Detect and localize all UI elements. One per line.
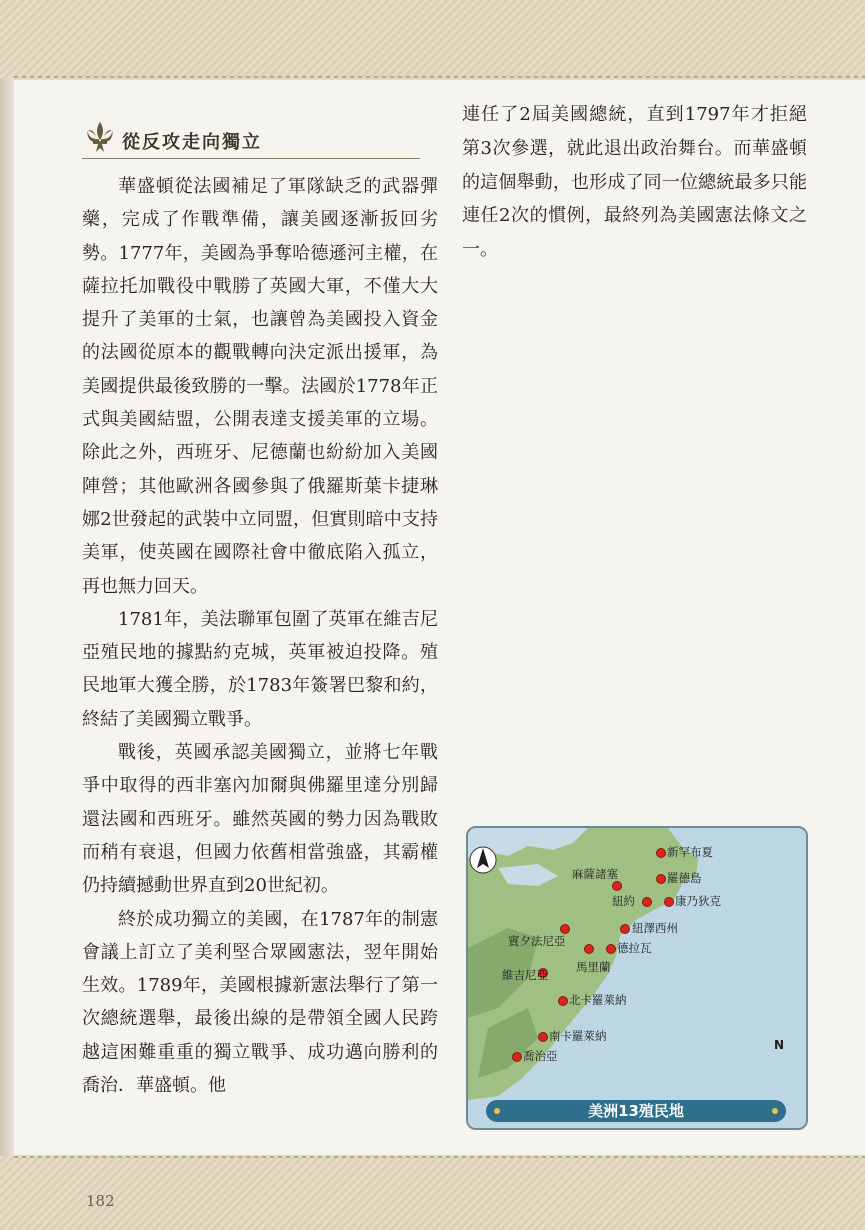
map-label: 北卡羅萊納 <box>569 993 627 1007</box>
map-label: 新罕布夏 <box>667 845 713 859</box>
map-dot <box>656 848 666 858</box>
map-dot <box>512 1052 522 1062</box>
bottom-margin-band <box>0 1156 865 1230</box>
map-dot <box>620 924 630 934</box>
map-label: 麻薩諸塞 <box>572 867 618 881</box>
left-text-column <box>82 170 438 1102</box>
map-dot <box>560 924 570 934</box>
map-label: 紐澤西州 <box>632 921 678 935</box>
map-caption-text: 美洲13殖民地 <box>588 1102 684 1120</box>
caption-dot-left <box>494 1108 500 1114</box>
map-dot <box>656 874 666 884</box>
north-arrow-icon <box>468 828 498 878</box>
page-number: 182 <box>86 1192 115 1210</box>
page-binding-edge <box>0 0 14 1230</box>
north-label: N <box>774 1038 785 1052</box>
caption-dot-right <box>772 1108 778 1114</box>
paragraph: 1781年，美法聯軍包圍了英軍在維吉尼亞殖民地的據點約克城，英軍被迫投降。殖民地軍大獲全勝，於1783年簽署巴黎和約，終結了美國獨立戰爭。 <box>82 608 438 730</box>
map-dot <box>558 996 568 1006</box>
paragraph: 終於成功獨立的美國，在1787年的制憲會議上訂立了美利堅合眾國憲法，翌年開始生效。1789年，美國根據新憲法舉行了第一次總統選舉，最後出線的是帶領全國人民跨越這困難重重的獨立戰爭、成功邁向勝利的喬治．華盛頓。他 <box>82 908 438 1097</box>
heading-text: 從反攻走向獨立 <box>122 132 262 153</box>
map-label: 南卡羅萊納 <box>549 1029 607 1043</box>
map-label: 喬治亞 <box>523 1049 558 1063</box>
map-caption <box>486 1100 786 1122</box>
map-dot <box>642 897 652 907</box>
map-label: 維吉尼亞 <box>502 968 548 982</box>
map-label: 羅德島 <box>667 871 702 885</box>
paragraph: 華盛頓從法國補足了軍隊缺乏的武器彈藥，完成了作戰準備，讓美國逐漸扳回劣勢。1777年，美國為爭奪哈德遜河主權，在薩拉托加戰役中戰勝了英國大軍，不僅大大提升了美軍的士氣，也讓曾為美國投入資金的法國從原本的觀戰轉向決定派出援軍，為美國提供最後致勝的一擊。法國於1778年正式與美國結盟，公開表達支援美軍的立場。除此之外，西班牙、尼德蘭也紛紛加入美國陣營；其他歐洲各國參與了俄羅斯葉卡捷琳娜2世發起的武裝中立同盟，但實則暗中支持美軍，使英國在國際社會中徹底陷入孤立，再也無力回天。 <box>82 176 438 597</box>
map-dot <box>664 897 674 907</box>
map-label: 賓夕法尼亞 <box>508 934 566 948</box>
map-dot <box>606 944 616 954</box>
paragraph: 戰後，英國承認美國獨立，並將七年戰爭中取得的西非塞內加爾與佛羅里達分別歸還法國和西班牙。雖然英國的勢力因為戰敗而稍有衰退，但國力依舊相當強盛，其霸權仍持續撼動世界直到20世紀初。 <box>82 742 438 897</box>
map-dot <box>612 881 622 891</box>
map-dot <box>538 1032 548 1042</box>
paragraph: 連任了2屆美國總統，直到1797年才拒絕第3次參選，就此退出政治舞台。而華盛頓的這個舉動，也形成了同一位總統最多只能連任2次的慣例，最終列為美國憲法條文之一。 <box>462 104 807 261</box>
map-label: 紐約 <box>612 894 635 908</box>
right-text-column <box>462 98 807 267</box>
map-dot <box>584 944 594 954</box>
top-margin-band <box>0 0 865 78</box>
map-label: 德拉瓦 <box>617 941 652 955</box>
map-label: 康乃狄克 <box>675 894 721 908</box>
colonies-map <box>466 826 808 1130</box>
map-label: 馬里蘭 <box>576 960 611 974</box>
fleur-de-lis-icon <box>82 120 118 154</box>
section-heading <box>82 118 420 159</box>
